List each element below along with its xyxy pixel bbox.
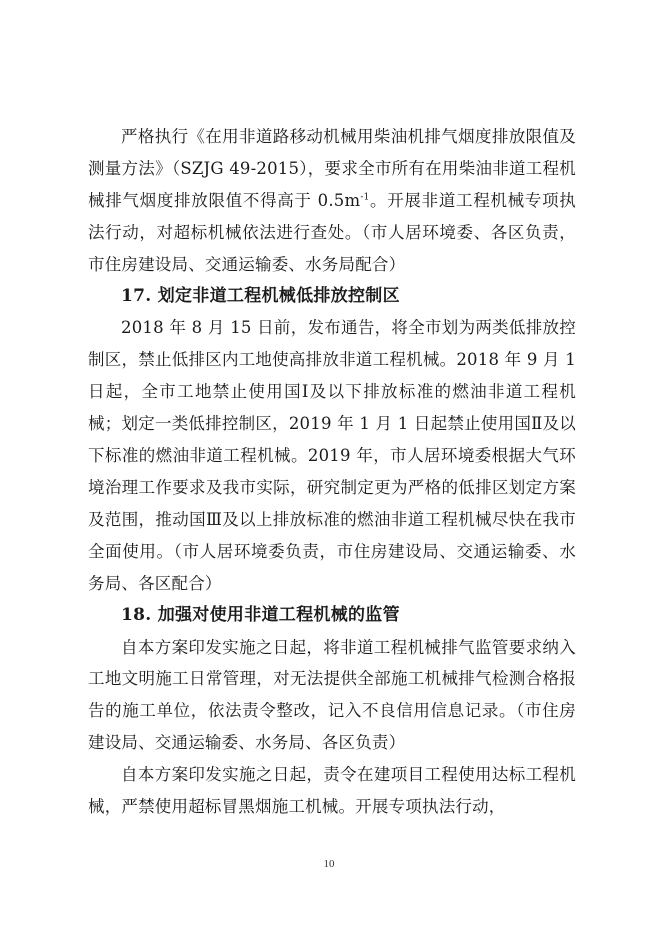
paragraph-low-emission-zone: 2018 年 8 月 15 日前，发布通告，将全市划为两类低排放控制区，禁止低排区内工地使高排放非道工程机械。2018 年 9 月 1 日起，全市工地禁止使用国Ⅰ及以下排放标准的燃油非道工程机械；划定一类低排控制区，2019 年 1 月 1 日起禁止使用国Ⅱ及以下标准的燃油非道工程机械。2019 年，市人居环境委根据大气环境治理工作要求及我市实际，研究制定更为严格的低排区划定方案及范围，推动国Ⅲ及以上排放标准的燃油非道工程机械尽快在我市全面使用。（市人居环境委负责，市住房建设局、交通运输委、水务局、各区配合） bbox=[88, 318, 576, 593]
paragraph-text: 。开展非道工程机械专项执法行动，对超标机械依法进行查处。（市人居环境委、各区负责，市住房建设局、交通运输委、水务局配合） bbox=[88, 190, 577, 274]
page-number: 10 bbox=[323, 858, 335, 870]
section-heading-17: 17. 划定非道工程机械低排放控制区 bbox=[121, 285, 400, 306]
paragraph-text: 严格执行《在用非道路移动机械用柴油机排气烟度排放限值及测量方法》（SZJG 49-2015），要求全市所有在用柴油非道工程机械排气烟度排放限值不得高于 0.5m bbox=[88, 127, 576, 210]
paragraph-supervision: 自本方案印发实施之日起，将非道工程机械排气监管要求纳入工地文明施工日常管理，对无法提供全部施工机械排气检测合格报告的施工单位，依法责令整改，记入不良信用信息记录。（市住房建设局、交通运输委、水务局、各区负责） bbox=[88, 637, 576, 753]
section-heading-18: 18. 加强对使用非道工程机械的监管 bbox=[121, 604, 400, 625]
document-body bbox=[88, 121, 576, 823]
paragraph-emission-limits bbox=[88, 121, 576, 281]
paragraph-enforcement: 自本方案印发实施之日起，责令在建项目工程使用达标工程机械，严禁使用超标冒黑烟施工机械。开展专项执法行动， bbox=[88, 765, 576, 817]
unit-superscript: -1 bbox=[360, 192, 370, 203]
